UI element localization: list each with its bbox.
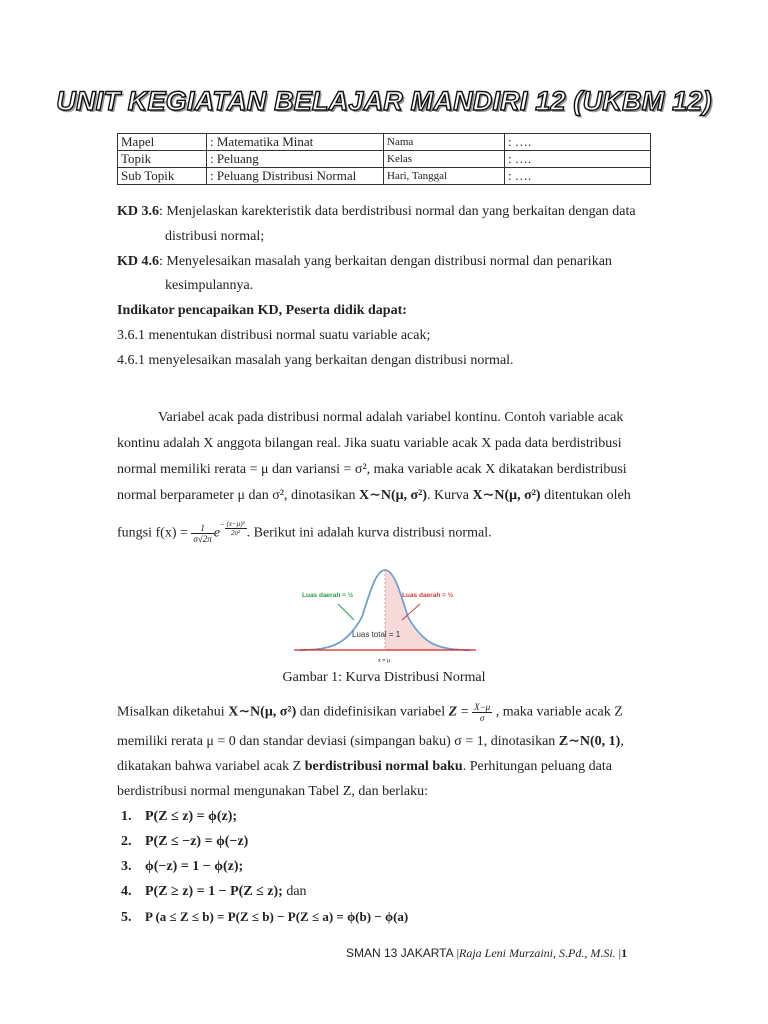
para2-line bbox=[117, 758, 652, 776]
frac-num: 1 bbox=[191, 523, 213, 534]
notation: X∼N(μ, σ²) bbox=[228, 704, 297, 720]
kd36-cont: distribusi normal; bbox=[165, 229, 265, 244]
table-cell: : …. bbox=[505, 134, 651, 151]
table-cell: : Matematika Minat bbox=[207, 134, 384, 151]
formula-e: e bbox=[213, 525, 220, 541]
list-item: 3. ϕ(−z) = 1 − ϕ(z); bbox=[121, 859, 244, 874]
left-label: Luas daerah = ½ bbox=[302, 592, 354, 599]
text-span: memiliki rerata μ = 0 dan standar deviasi (simpangan baku) σ = 1, dinotasikan bbox=[117, 734, 559, 749]
footer-author: Raja Leni Murzaini, S.Pd., M.Si. bbox=[459, 946, 616, 960]
axis-label: x = μ bbox=[378, 658, 391, 664]
para1-formula-line: fungsi f(x) = $\frac{1}{\sigma√2\pi}$ $e^{- \frac{\text{(x−μ)²}}{\text{2σ²}}}$ . Berikut ini adalah kurva distribusi normal. bbox=[117, 520, 492, 544]
text-span: dan didefinisikan variabel bbox=[296, 704, 449, 720]
para2-line bbox=[117, 702, 652, 723]
kd46-text: : Menyelesaikan masalah yang berkaitan dengan distribusi normal dan penarikan bbox=[159, 254, 612, 269]
list-item: 2. P(Z ≤ −z) = ϕ(−z) bbox=[121, 834, 249, 849]
frac-num: X−μ bbox=[474, 702, 491, 712]
para2-line: berdistribusi normal mengunakan Tabel Z, dan berlaku: bbox=[117, 784, 428, 799]
emphasis: berdistribusi normal baku bbox=[304, 759, 463, 774]
indikator-item: 4.6.1 menyelesaikan masalah yang berkaitan dengan distribusi normal. bbox=[117, 353, 514, 368]
table-cell: Topik bbox=[118, 151, 207, 168]
frac-den: σ bbox=[479, 713, 485, 723]
text-span: . Kurva bbox=[427, 488, 473, 503]
text-span: dikatakan bahwa variabel acak Z bbox=[117, 759, 305, 774]
text-span: normal berparameter μ dan σ², dinotasikan bbox=[117, 488, 359, 503]
exp-num: (x−μ)² bbox=[226, 520, 245, 529]
text-span: ditentukan oleh bbox=[540, 488, 631, 503]
normal-curve-figure bbox=[292, 562, 478, 666]
notation: Z∼N(0, 1) bbox=[558, 734, 621, 749]
text-span: fungsi f(x) = bbox=[117, 525, 192, 541]
para1-line: kontinu adalah X anggota bilangan real. Jika suatu variable acak X pada data berdistribusi bbox=[117, 436, 622, 451]
para2-line bbox=[117, 733, 652, 751]
center-label: Luas total = 1 bbox=[352, 630, 401, 639]
para1-line: normal memiliki rerata = μ dan variansi = σ², maka variable acak X dikatakan berdistribusi bbox=[117, 462, 627, 477]
kd46-label: KD 4.6 bbox=[117, 254, 159, 269]
info-table bbox=[117, 133, 651, 185]
frac-den: σ√2π bbox=[193, 533, 212, 544]
table-cell: Hari, Tanggal bbox=[384, 168, 505, 185]
para1-line: Variabel acak pada distribusi normal adalah variabel kontinu. Contoh variable acak bbox=[158, 410, 624, 425]
indikator-heading: Indikator pencapaikan KD, Peserta didik dapat: bbox=[117, 303, 407, 318]
table-cell: Mapel bbox=[118, 134, 207, 151]
list-item: 1. P(Z ≤ z) = ϕ(z); bbox=[121, 809, 238, 824]
table-row bbox=[118, 134, 651, 151]
table-cell: : Peluang bbox=[207, 151, 384, 168]
kd36-text: : Menjelaskan karekteristik data berdistribusi normal dan yang berkaitan dengan data bbox=[159, 204, 636, 219]
footer-school: SMAN 13 JAKARTA bbox=[346, 946, 454, 960]
table-cell: Sub Topik bbox=[118, 168, 207, 185]
kd36-line bbox=[117, 203, 636, 221]
formula-exponent bbox=[225, 520, 247, 537]
left-arrow bbox=[338, 604, 354, 620]
page-title: UNIT KEGIATAN BELAJAR MANDIRI 12 (UKBM 12) bbox=[56, 86, 712, 116]
kd46-cont: kesimpulannya. bbox=[165, 278, 254, 293]
para1-line bbox=[117, 487, 652, 505]
indikator-item: 3.6.1 menentukan distribusi normal suatu variable acak; bbox=[117, 328, 431, 343]
table-row bbox=[118, 151, 651, 168]
list-item: 4. P(Z ≥ z) = 1 − P(Z ≤ z); dan bbox=[121, 884, 307, 899]
page-number: 1 bbox=[621, 946, 628, 960]
table-row bbox=[118, 168, 651, 185]
table-cell: : Peluang Distribusi Normal bbox=[207, 168, 384, 185]
list-item: 5. P (a ≤ Z ≤ b) = P(Z ≤ b) − P(Z ≤ a) = ϕ(b) − ϕ(a) bbox=[121, 909, 409, 925]
text-span: Misalkan diketahui bbox=[117, 704, 229, 720]
text-span: , bbox=[620, 734, 624, 749]
kd36-label: KD 3.6 bbox=[117, 204, 159, 219]
text-span: = bbox=[457, 704, 473, 720]
notation: X∼N(μ, σ²) bbox=[359, 488, 428, 503]
figure-caption: Gambar 1: Kurva Distribusi Normal bbox=[282, 670, 486, 685]
page-footer: SMAN 13 JAKARTA |Raja Leni Murzaini, S.Pd., M.Si. |1 bbox=[346, 946, 628, 960]
kd46-line bbox=[117, 253, 612, 271]
table-cell: Nama bbox=[384, 134, 505, 151]
variable-z: Z bbox=[448, 704, 458, 720]
table-cell: Kelas bbox=[384, 151, 505, 168]
z-fraction bbox=[472, 702, 492, 723]
text-span: . Perhitungan peluang data bbox=[462, 759, 612, 774]
notation: X∼N(μ, σ²) bbox=[472, 488, 541, 503]
formula-fraction bbox=[191, 523, 213, 544]
text-span: . Berikut ini adalah kurva distribusi normal. bbox=[246, 525, 492, 541]
table-cell: : …. bbox=[505, 151, 651, 168]
table-cell: : …. bbox=[505, 168, 651, 185]
text-span: , maka variable acak Z bbox=[492, 704, 623, 720]
exp-den: 2σ² bbox=[231, 529, 241, 538]
right-label: Luas daerah = ½ bbox=[402, 592, 454, 599]
